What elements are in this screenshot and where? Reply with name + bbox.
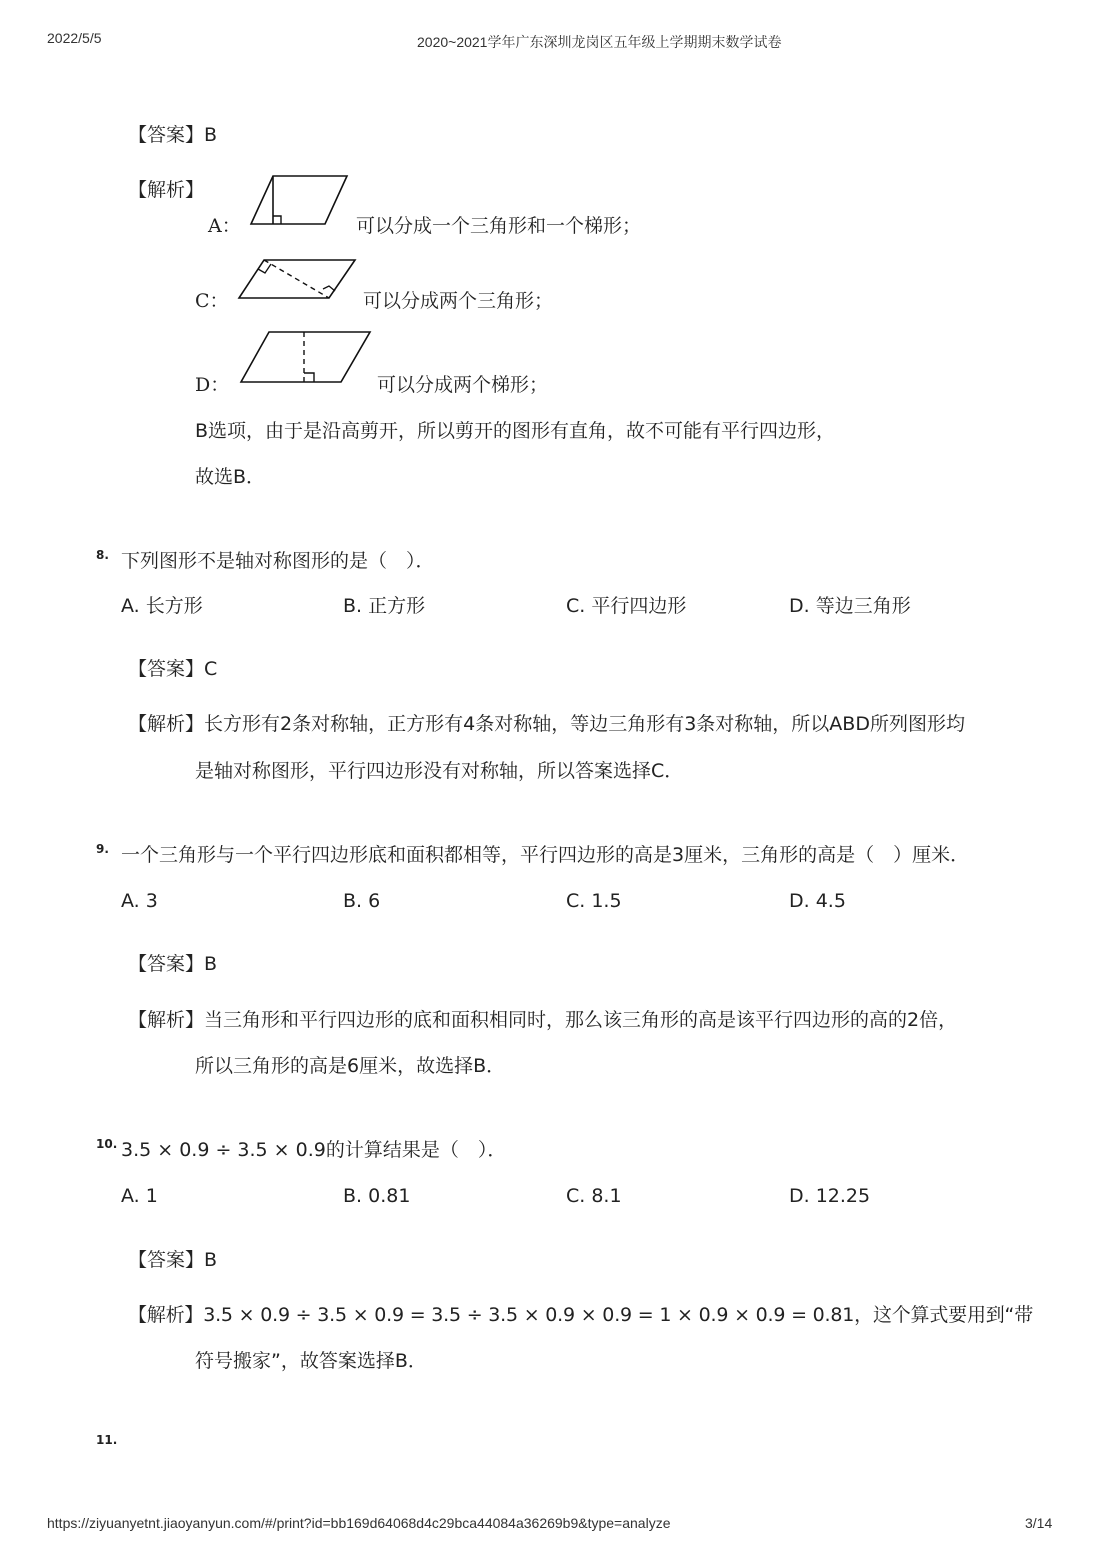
- parallelogram-figure-a: [250, 174, 350, 226]
- q10-analysis-line-1: [128, 1306, 1033, 1325]
- analysis-text: 当三角形和平行四边形的底和面积相同时，那么该三角形的高是该平行四边形的高的2倍，: [204, 1009, 958, 1031]
- q9-option-a: A. 3: [121, 890, 158, 912]
- q7-a-text: 可以分成一个三角形和一个梯形；: [356, 215, 642, 237]
- right-angle-mark-bottom: [323, 286, 335, 291]
- answer-label: 【答案】: [128, 953, 205, 975]
- q9-analysis-line-1: [128, 1011, 957, 1030]
- q10-option-a: A. 1: [121, 1185, 158, 1207]
- q9-option-b: B. 6: [343, 890, 381, 912]
- q10-option-c: C. 8.1: [566, 1185, 622, 1207]
- q10-stem: 3.5 × 0.9 ÷ 3.5 × 0.9的计算结果是（ ）．: [121, 1139, 507, 1161]
- q7-c-text: 可以分成两个三角形；: [363, 290, 554, 312]
- q7-analysis-label: 【解析】: [128, 179, 205, 201]
- q9-number: 9.: [96, 842, 109, 856]
- q9-stem: 一个三角形与一个平行四边形底和面积都相等，平行四边形的高是3厘米，三角形的高是（ ）厘米．: [121, 844, 970, 866]
- q10-option-d: D. 12.25: [789, 1185, 871, 1207]
- answer-value: B: [204, 124, 218, 146]
- q8-analysis-line-2: 是轴对称图形，平行四边形没有对称轴，所以答案选择C．: [195, 760, 684, 782]
- q7-b-explanation: B选项，由于是沿高剪开，所以剪开的图形有直角，故不可能有平行四边形，: [195, 420, 836, 442]
- parallelogram-outline: [251, 176, 347, 224]
- parallelogram-outline: [241, 332, 370, 382]
- q7-answer: [128, 126, 217, 145]
- right-angle-mark: [273, 216, 281, 224]
- q8-answer: [128, 660, 217, 679]
- answer-label: 【答案】: [128, 124, 205, 146]
- q8-option-b: B. 正方形: [343, 595, 426, 617]
- answer-value: B: [204, 953, 218, 975]
- q8-option-a: A. 长方形: [121, 595, 203, 617]
- q7-d-label: D：: [195, 374, 230, 396]
- q10-analysis-line-2: 符号搬家”，故答案选择B．: [195, 1350, 427, 1372]
- q10-number: 10.: [96, 1137, 118, 1151]
- q7-c-label: C：: [195, 290, 229, 312]
- q9-option-d: D. 4.5: [789, 890, 846, 912]
- q8-number: 8.: [96, 548, 109, 562]
- analysis-text: 3.5 × 0.9 ÷ 3.5 × 0.9 = 3.5 ÷ 3.5 × 0.9 × 0.9 = 1 × 0.9 × 0.9 = 0.81，这个算式要用到“带: [203, 1304, 1033, 1326]
- q7-conclusion: 故选B．: [195, 466, 266, 488]
- q11-number: 11.: [96, 1433, 118, 1447]
- parallelogram-figure-d: [240, 330, 372, 384]
- q9-option-c: C. 1.5: [566, 890, 622, 912]
- answer-value: B: [204, 1249, 218, 1271]
- q9-analysis-line-2: 所以三角形的高是6厘米，故选择B．: [195, 1055, 506, 1077]
- right-angle-mark: [304, 373, 314, 382]
- diagonal-dashed-line: [264, 260, 329, 298]
- q8-option-c: C. 平行四边形: [566, 595, 687, 617]
- parallelogram-figure-c: [238, 258, 358, 300]
- page-number: 3/14: [1025, 1515, 1053, 1531]
- analysis-text: 长方形有2条对称轴，正方形有4条对称轴，等边三角形有3条对称轴，所以ABD所列图形均: [204, 713, 965, 735]
- answer-label: 【答案】: [128, 658, 205, 680]
- q10-option-b: B. 0.81: [343, 1185, 411, 1207]
- document-title: 2020~2021学年广东深圳龙岗区五年级上学期期末数学试卷: [417, 34, 782, 50]
- q9-answer: [128, 955, 217, 974]
- answer-label: 【答案】: [128, 1249, 205, 1271]
- analysis-label: 【解析】: [128, 1009, 205, 1031]
- q7-d-text: 可以分成两个梯形；: [377, 374, 549, 396]
- answer-value: C: [204, 658, 218, 680]
- analysis-label: 【解析】: [128, 713, 205, 735]
- q8-stem: 下列图形不是轴对称图形的是（ ）．: [121, 550, 435, 572]
- q8-option-d: D. 等边三角形: [789, 595, 911, 617]
- q8-analysis-line-1: [128, 715, 965, 734]
- analysis-label: 【解析】: [128, 1304, 204, 1326]
- q7-a-label: A：: [208, 215, 241, 237]
- q10-answer: [128, 1251, 217, 1270]
- footer-url[interactable]: https://ziyuanyetnt.jiaoyanyun.com/#/print?id=bb169d64068d4c29bca44084a36269b9&type=analyze: [47, 1515, 671, 1531]
- print-date: 2022/5/5: [47, 30, 102, 46]
